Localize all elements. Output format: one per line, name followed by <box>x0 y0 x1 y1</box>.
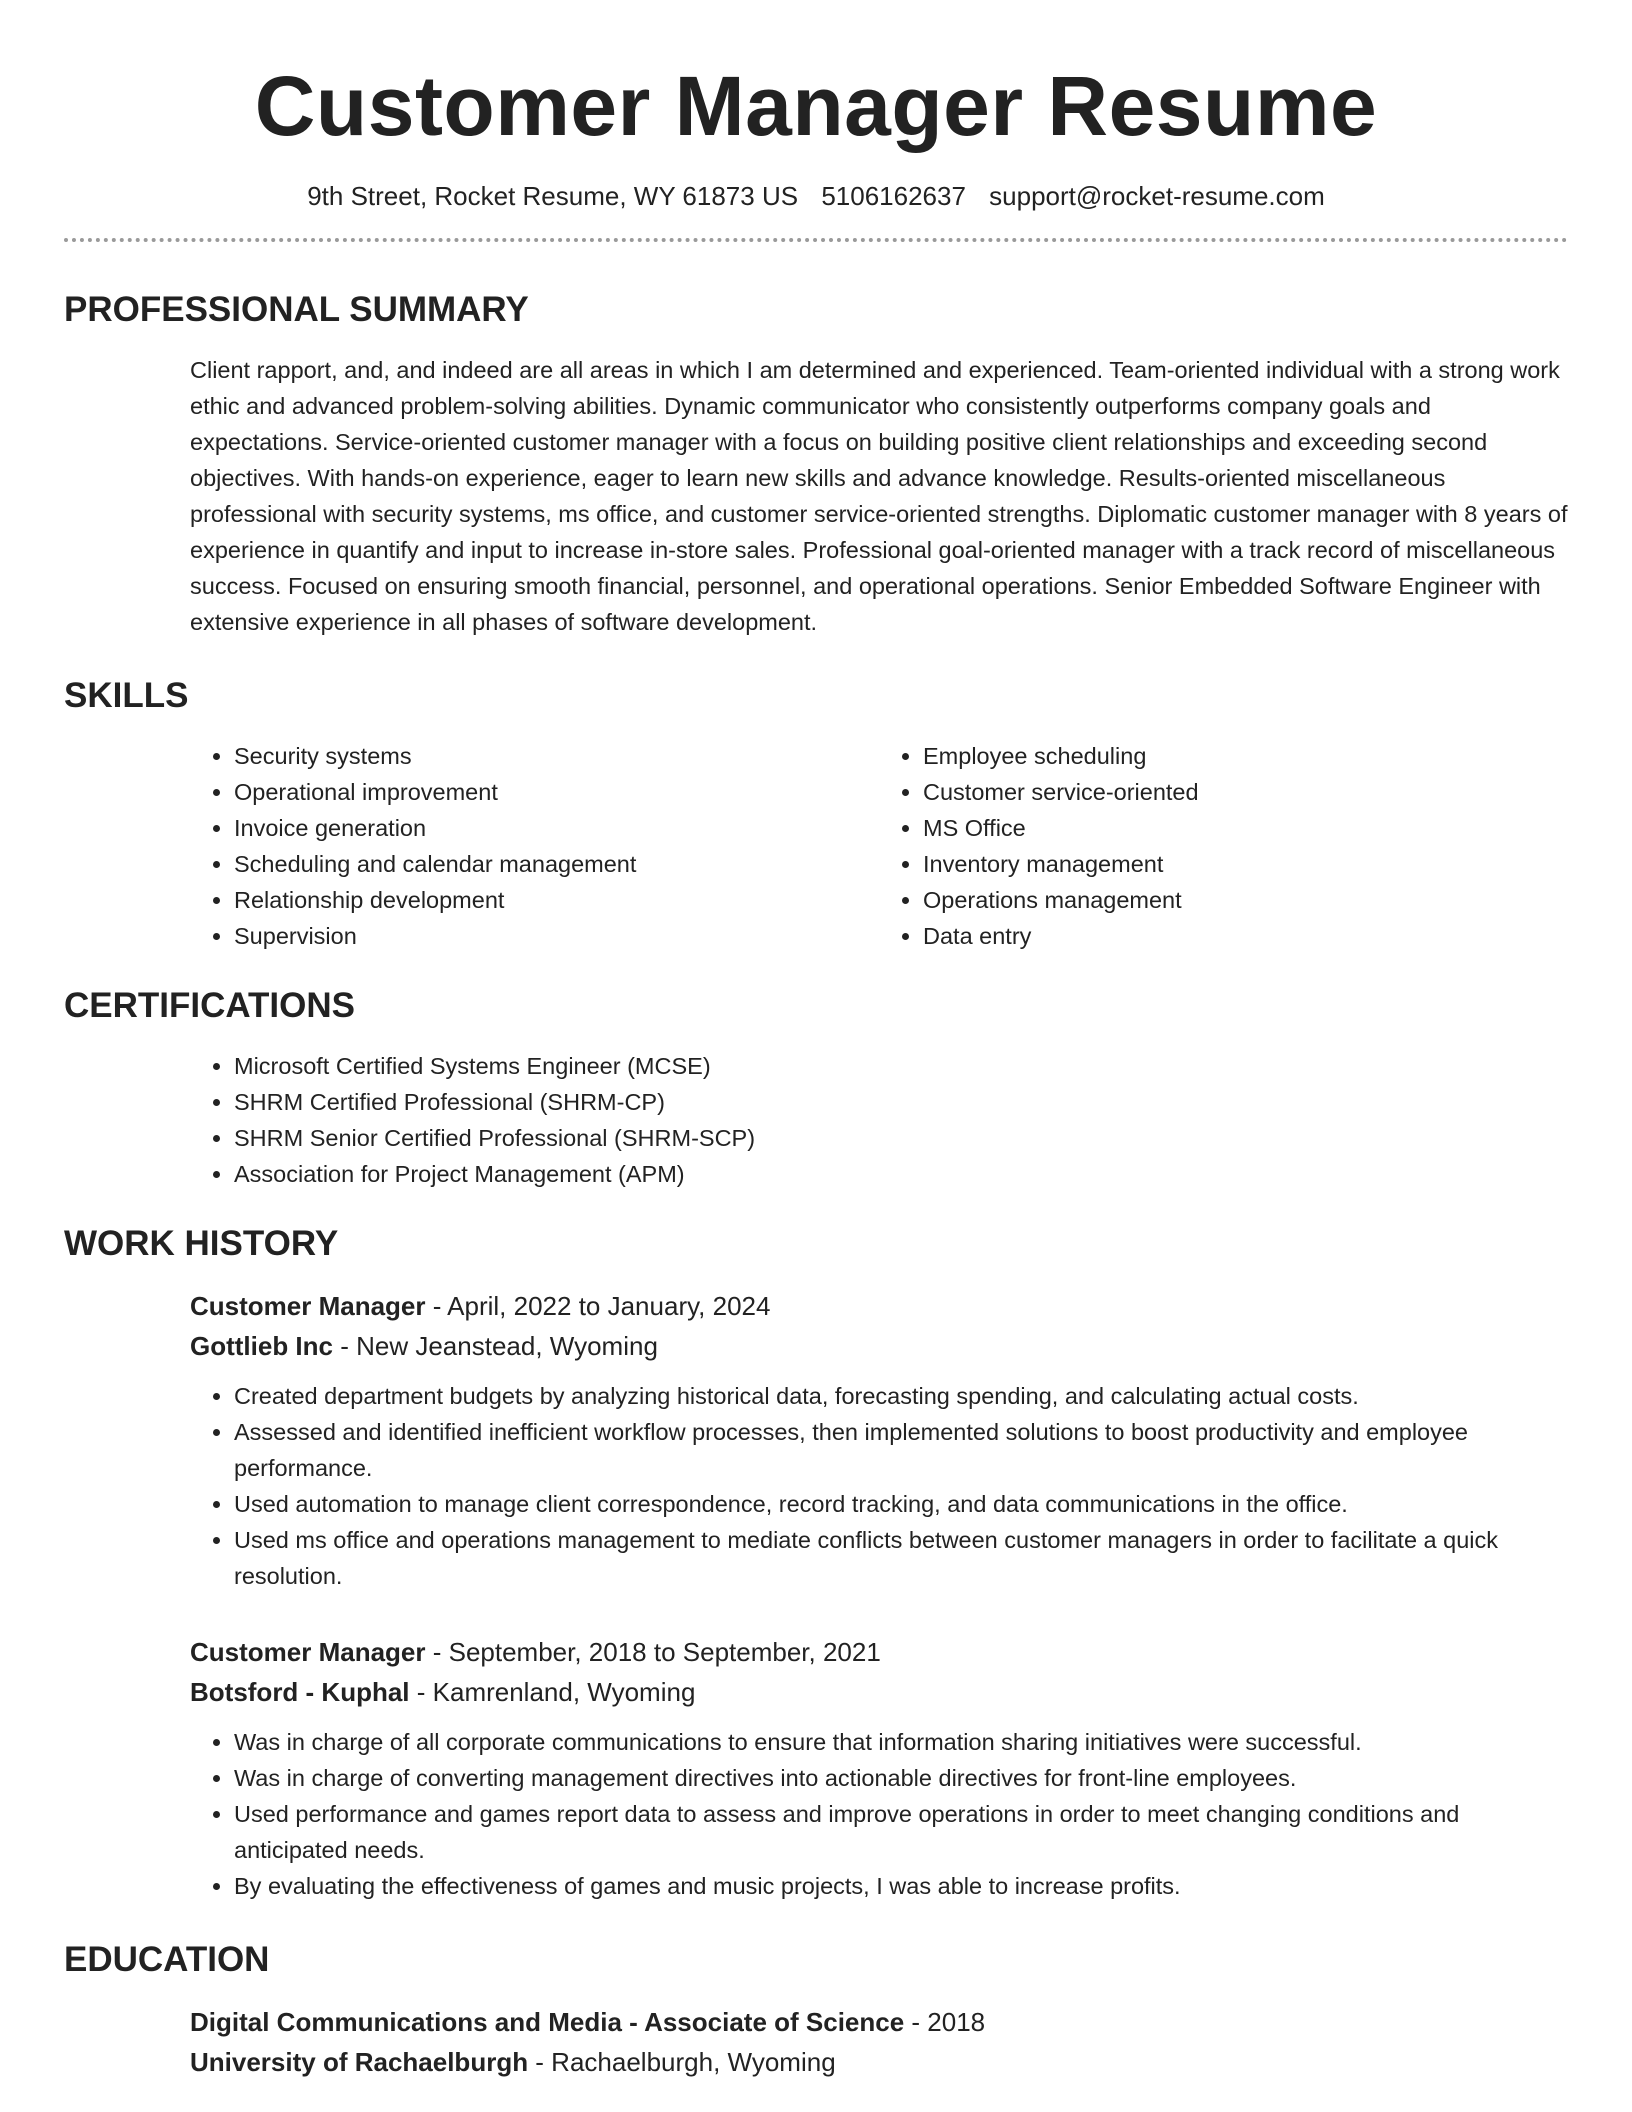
job-entry <box>190 1632 1568 1904</box>
job-bullet: • Used performance and games report data to assess and improve operations in order to meet changing conditions and anticipated needs. <box>234 1796 1568 1868</box>
skill-item: • Operations management <box>923 882 1568 918</box>
skill-item: • MS Office <box>923 810 1568 846</box>
certification-item: • Microsoft Certified Systems Engineer (MCSE) <box>234 1048 1568 1084</box>
job-dates: - September, 2018 to September, 2021 <box>425 1637 881 1667</box>
education-degree: Digital Communications and Media - Associate of Science <box>190 2007 905 2037</box>
job-location: - New Jeanstead, Wyoming <box>333 1331 658 1361</box>
contact-phone: 5106162637 <box>821 181 966 211</box>
contact-email: support@rocket-resume.com <box>989 181 1325 211</box>
summary-text: Client rapport, and, and indeed are all areas in which I am determined and experienced. Team-oriented individual with a strong work ethic and advanced problem-solving abilities. Dynamic communicator who consistently outperforms company goals and expectations. Service-oriented customer manager with a focus on building positive client relationships and exceeding second objectives. With hands-on experience, eager to learn new skills and advance knowledge. Results-oriented miscellaneous professional with security systems, ms office, and customer service-oriented strengths. Diplomatic customer manager with 8 years of experience in quantify and input to increase in-store sales. Professional goal-oriented manager with a track record of miscellaneous success. Focused on ensuring smooth financial, personnel, and operational operations. Senior Embedded Software Engineer with extensive experience in all phases of software development. <box>190 357 1568 635</box>
skill-item: • Inventory management <box>923 846 1568 882</box>
job-bullet: • Was in charge of all corporate communications to ensure that information sharing initiatives were successful. <box>234 1724 1568 1760</box>
education-year: - 2018 <box>904 2007 986 2037</box>
skills-column-left <box>190 738 879 954</box>
skill-item: • Data entry <box>923 918 1568 954</box>
certifications-heading: CERTIFICATIONS <box>64 986 356 1025</box>
job-dates: - April, 2022 to January, 2024 <box>425 1291 771 1321</box>
job-bullets <box>190 1378 1568 1594</box>
job-location: - Kamrenland, Wyoming <box>409 1677 696 1707</box>
certification-item: • SHRM Senior Certified Professional (SHRM-SCP) <box>234 1120 1568 1156</box>
job-bullet: • Used automation to manage client correspondence, record tracking, and data communications in the office. <box>234 1486 1568 1522</box>
skill-item: • Customer service-oriented <box>923 774 1568 810</box>
work-history-heading: WORK HISTORY <box>64 1224 339 1263</box>
job-bullet: • By evaluating the effectiveness of games and music projects, I was able to increase profits. <box>234 1868 1568 1904</box>
skill-item: • Employee scheduling <box>923 738 1568 774</box>
summary-heading: PROFESSIONAL SUMMARY <box>64 290 529 329</box>
education-entry <box>190 2002 1568 2082</box>
certification-item: • Association for Project Management (APM) <box>234 1156 1568 1192</box>
job-title-line <box>190 1632 1568 1672</box>
job-bullet: • Assessed and identified inefficient workflow processes, then implemented solutions to boost productivity and employee performance. <box>234 1414 1568 1486</box>
job-bullet: • Used ms office and operations management to mediate conflicts between customer managers in order to facilitate a quick resolution. <box>234 1522 1568 1594</box>
job-company-line <box>190 1326 1568 1366</box>
skill-item: • Invoice generation <box>234 810 879 846</box>
skills-column-right <box>879 738 1568 954</box>
education-heading: EDUCATION <box>64 1940 270 1979</box>
certifications-list <box>190 1048 1568 1192</box>
resume-page <box>64 0 1568 2082</box>
job-bullet: • Created department budgets by analyzing historical data, forecasting spending, and calculating actual costs. <box>234 1378 1568 1414</box>
job-company: Gottlieb Inc <box>190 1331 333 1361</box>
skill-item: • Supervision <box>234 918 879 954</box>
certification-item: • SHRM Certified Professional (SHRM-CP) <box>234 1084 1568 1120</box>
education-school: University of Rachaelburgh <box>190 2047 529 2077</box>
job-entry <box>190 1286 1568 1594</box>
education-school-line <box>190 2042 1568 2082</box>
job-bullet: • Was in charge of converting management directives into actionable directives for front-line employees. <box>234 1760 1568 1796</box>
contact-address: 9th Street, Rocket Resume, WY 61873 US <box>307 181 799 211</box>
job-company: Botsford - Kuphal <box>190 1677 410 1707</box>
job-bullets <box>190 1724 1568 1904</box>
skill-item: • Scheduling and calendar management <box>234 846 879 882</box>
skill-item: • Operational improvement <box>234 774 879 810</box>
skill-item: • Relationship development <box>234 882 879 918</box>
skill-item: • Security systems <box>234 738 879 774</box>
job-role: Customer Manager <box>190 1637 426 1667</box>
education-location: - Rachaelburgh, Wyoming <box>528 2047 836 2077</box>
job-title-line <box>190 1286 1568 1326</box>
resume-title: Customer Manager Resume <box>254 59 1378 153</box>
skills-list <box>190 738 1568 954</box>
education-degree-line <box>190 2002 1568 2042</box>
skills-heading: SKILLS <box>64 676 189 715</box>
job-company-line <box>190 1672 1568 1712</box>
header-divider <box>64 238 1568 242</box>
job-role: Customer Manager <box>190 1291 426 1321</box>
contact-line <box>64 180 1568 212</box>
